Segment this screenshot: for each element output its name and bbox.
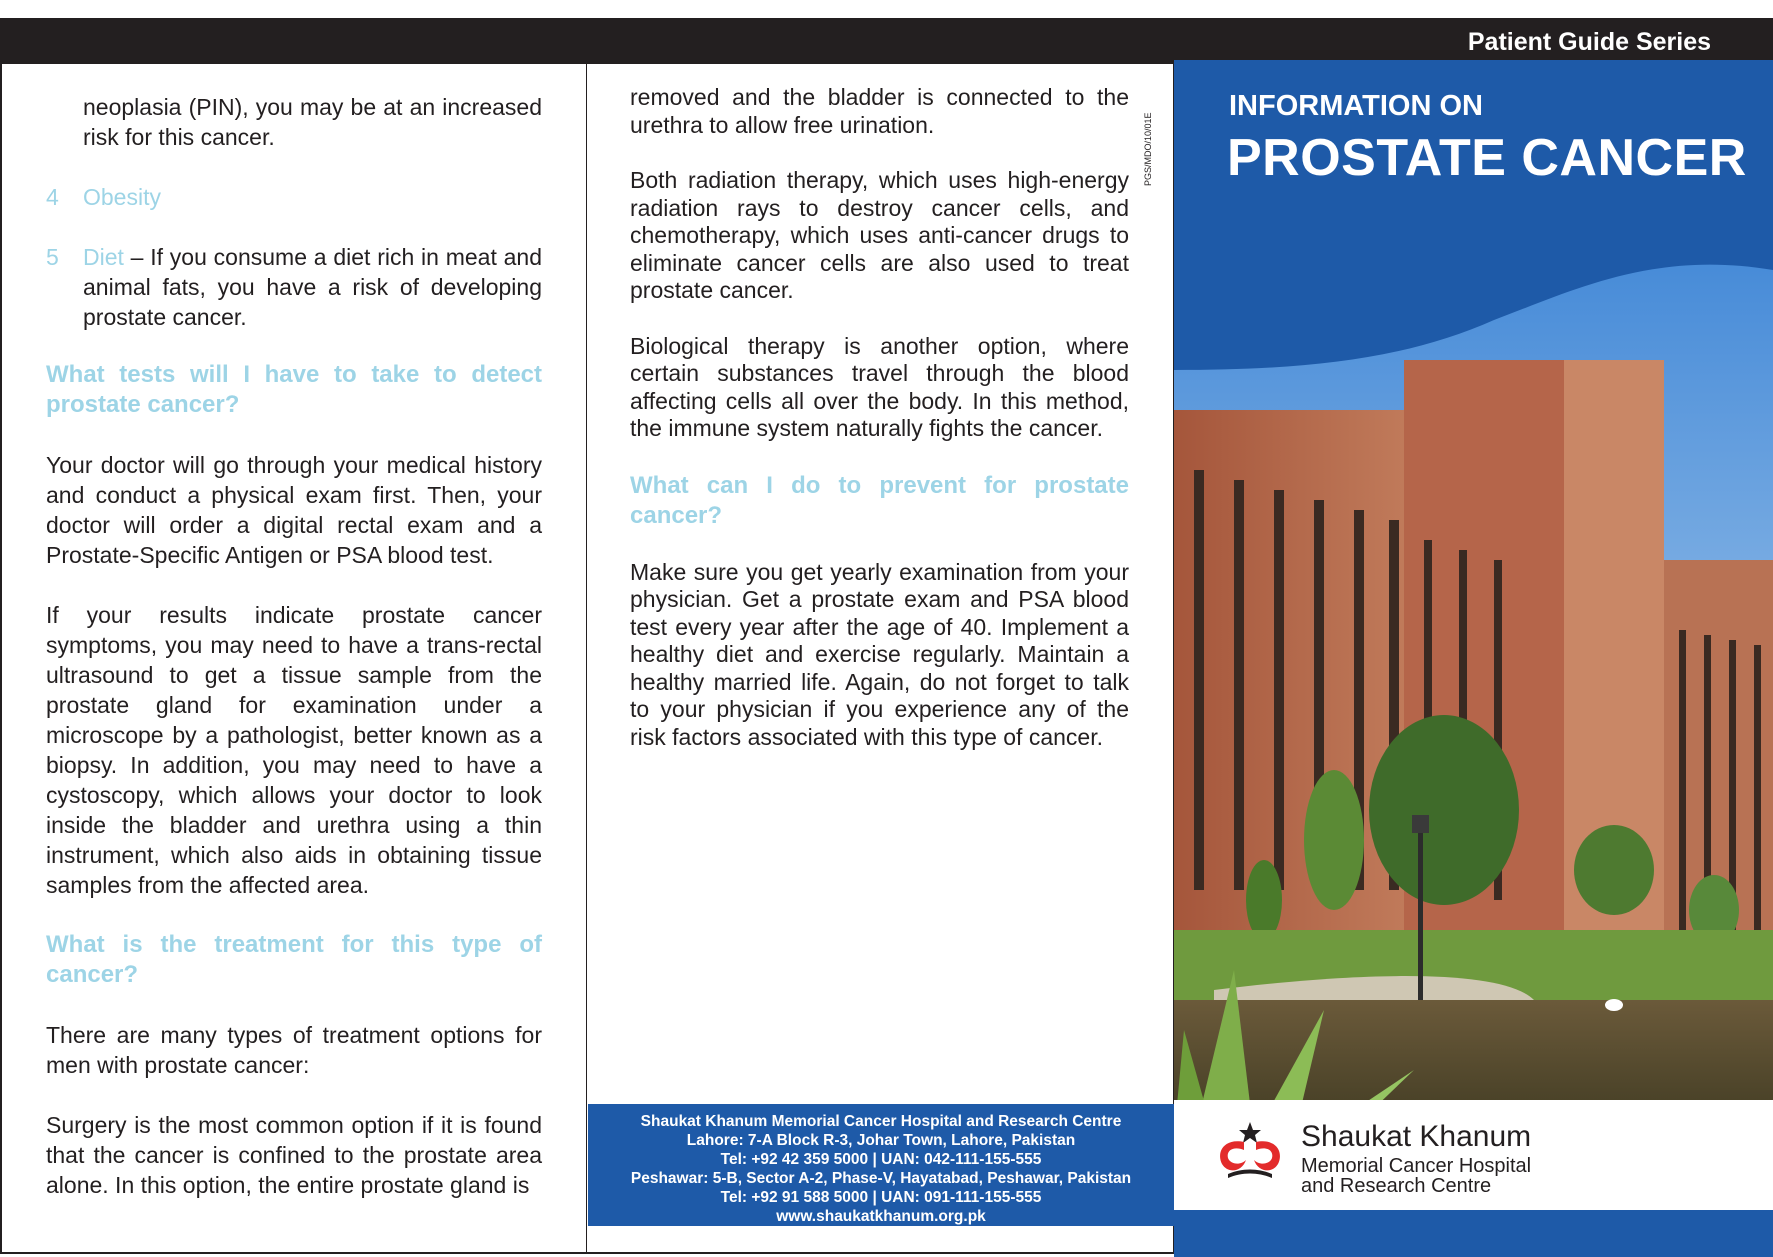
item-label: Obesity xyxy=(83,184,161,210)
results-paragraph: If your results indicate prostate cancer symptoms, you may need to have a trans-rectal ultrasound to get a tissue sample from the prostate gland for examination under a microscope by a pathologist, better known as a biopsy. In addition, you may need to have a cystoscopy, which allows your doctor to look inside the bladder and urethra using a thin instrument, which also aids in obtaining tissue samples from the affected area. xyxy=(46,602,542,898)
cover-subtitle: INFORMATION ON xyxy=(1229,90,1483,122)
footer-line: Tel: +92 42 359 5000 | UAN: 042-111-155-555 xyxy=(720,1151,1042,1168)
footer-line: Lahore: 7-A Block R-3, Johar Town, Lahore, Pakistan xyxy=(686,1132,1076,1149)
doctor-paragraph: Your doctor will go through your medical history and conduct a physical exam first. Then, your doctor will order a digital rectal exam and a Prostate-Specific Antigen or PSA blood test. xyxy=(46,452,542,568)
item-number: 5 xyxy=(46,244,59,270)
pin-paragraph: neoplasia (PIN), you may be at an increased risk for this cancer. xyxy=(83,94,542,150)
panel-middle xyxy=(587,64,1174,1254)
types-paragraph: There are many types of treatment options for men with prostate cancer: xyxy=(46,1022,542,1078)
item-text: – If you consume a diet rich in meat and animal fats, you have a risk of developing prostate cancer. xyxy=(83,244,542,330)
risk-item-obesity xyxy=(46,182,542,212)
org-line: Memorial Cancer Hospital xyxy=(1301,1155,1532,1177)
document-code-text: PGS/MDO/10/01E xyxy=(1143,112,1153,186)
hospital-photo xyxy=(1174,210,1773,1137)
surgery-paragraph: Surgery is the most common option if it is found that the cancer is confined to the prostate area alone. In this option, the entire prostate gland is xyxy=(46,1112,542,1198)
panel-left xyxy=(0,64,587,1254)
series-label: Patient Guide Series xyxy=(1467,28,1711,56)
org-line: and Research Centre xyxy=(1301,1175,1492,1197)
header-bar xyxy=(0,18,1773,64)
radiation-paragraph: Both radiation therapy, which uses high-energy radiation rays to destroy cancer cells, and chemotherapy, which uses anti-cancer drugs to eliminate cancer cells are also used to treat prostate cancer. xyxy=(630,167,1129,303)
footer-line: Peshawar: 5-B, Sector A-2, Phase-V, Hayatabad, Peshawar, Pakistan xyxy=(630,1170,1132,1187)
item-label: Diet xyxy=(83,244,124,270)
item-number: 4 xyxy=(46,184,59,210)
prevent-paragraph: Make sure you get yearly examination from your physician. Get a prostate exam and PSA blood test every year after the age of 40. Implement a healthy diet and exercise regularly. Maintain a healthy married life. Again, do not forget to talk to your physician if you experience any of the risk factors associated with this type of cancer. xyxy=(630,558,1129,750)
cover-panel xyxy=(1174,60,1773,1257)
risk-item-diet xyxy=(46,242,542,332)
biological-paragraph: Biological therapy is another option, where certain substances travel through the blood affecting cells all over the body. In this method, the immune system naturally fights the cancer. xyxy=(630,332,1129,441)
logo-block xyxy=(1174,1100,1773,1210)
heading-treatment: What is the treatment for this type of cancer? xyxy=(46,931,542,988)
document-code xyxy=(1143,96,1157,186)
org-name: Shaukat Khanum xyxy=(1301,1120,1532,1153)
cover-title: PROSTATE CANCER xyxy=(1227,129,1747,187)
heading-prevent: What can I do to prevent for prostate cancer? xyxy=(630,471,1129,529)
footer-line: Tel: +92 91 588 5000 | UAN: 091-111-155-555 xyxy=(720,1189,1042,1206)
footer-line: Shaukat Khanum Memorial Cancer Hospital and Research Centre xyxy=(640,1113,1122,1130)
removed-paragraph: removed and the bladder is connected to the urethra to allow free urination. xyxy=(630,84,1129,138)
footer-website: www.shaukatkhanum.org.pk xyxy=(776,1208,986,1225)
heading-tests: What tests will I have to take to detect prostate cancer? xyxy=(46,361,542,418)
hospital-logo-icon xyxy=(1214,1120,1286,1182)
contact-footer xyxy=(588,1104,1174,1226)
